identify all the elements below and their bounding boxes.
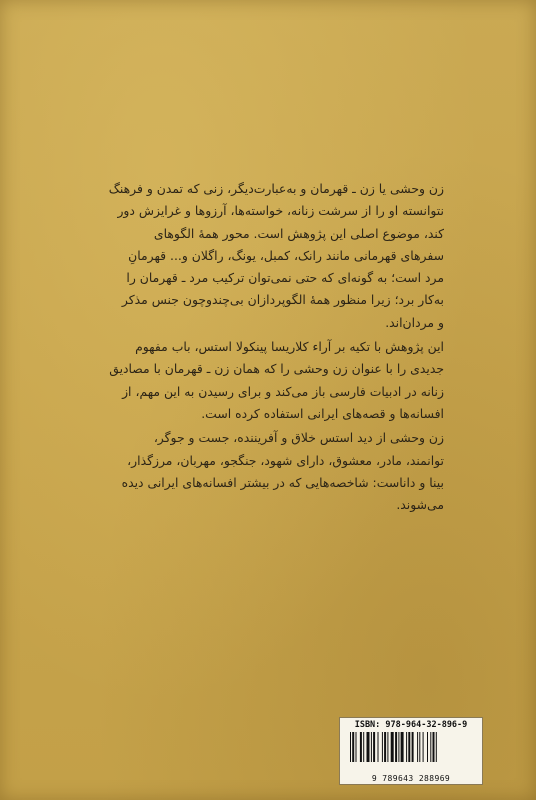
text-line: نتوانسته او را از سرشت زنانه، خواسته‌ها، آرزوها و غرایزش دور <box>117 203 444 219</box>
text-line: به‌کار برد؛ زیرا منظور همهٔ الگوپردازان بی‌چندوچون جنس مذکر <box>121 292 444 308</box>
paragraph-2 <box>92 336 444 425</box>
barcode-digits: 9 789643 288969 <box>371 774 451 783</box>
text-line: و مردان‌اند. <box>385 314 444 330</box>
text-line: بینا و داناست: شاخصه‌هایی که در بیشتر افسانه‌های ایرانی دیده <box>121 474 444 490</box>
isbn-label: ISBN: 978-964-32-896-9 <box>354 720 468 730</box>
text-line: زن وحشی یا زن ـ قهرمان و به‌عبارت‌دیگر، زنی که تمدن و فرهنگ <box>108 181 444 196</box>
paragraph-1 <box>92 178 444 334</box>
text-line: زن وحشی از دید استس خلاق و آفریننده، جست و جوگر، <box>153 430 444 446</box>
text-line: می‌شوند. <box>396 497 444 513</box>
text-line: سفرهای قهرمانی مانند رانک، کمبل، یونگ، راگلان و... قهرمانِ <box>128 247 444 263</box>
paragraph-3 <box>92 427 444 516</box>
barcode-icon <box>348 732 474 772</box>
text-line: مرد است؛ به گونه‌ای که حتی نمی‌توان ترکیب مرد ـ قهرمان را <box>126 270 444 286</box>
text-line: افسانه‌ها و قصه‌های ایرانی استفاده کرده است. <box>201 405 444 421</box>
text-line: جدیدی را با عنوان زن وحشی را که همان زن ـ قهرمان با مصادیق <box>109 361 444 377</box>
text-line: توانمند، مادر، معشوق، دارای شهود، جنگجو، مهربان، مرزگذار، <box>127 452 444 468</box>
text-line: این پژوهش با تکیه بر آراء کلاریسا پینکولا استس، باب مفهوم <box>135 339 444 355</box>
synopsis-text <box>92 178 444 516</box>
text-line: زنانه در ادبیات فارسی باز می‌کند و برای رسیدن به این مهم، از <box>122 383 444 399</box>
isbn-barcode <box>339 717 483 785</box>
text-line: کند، موضوع اصلی این پژوهش است. محور همهٔ الگوهای <box>153 225 444 241</box>
